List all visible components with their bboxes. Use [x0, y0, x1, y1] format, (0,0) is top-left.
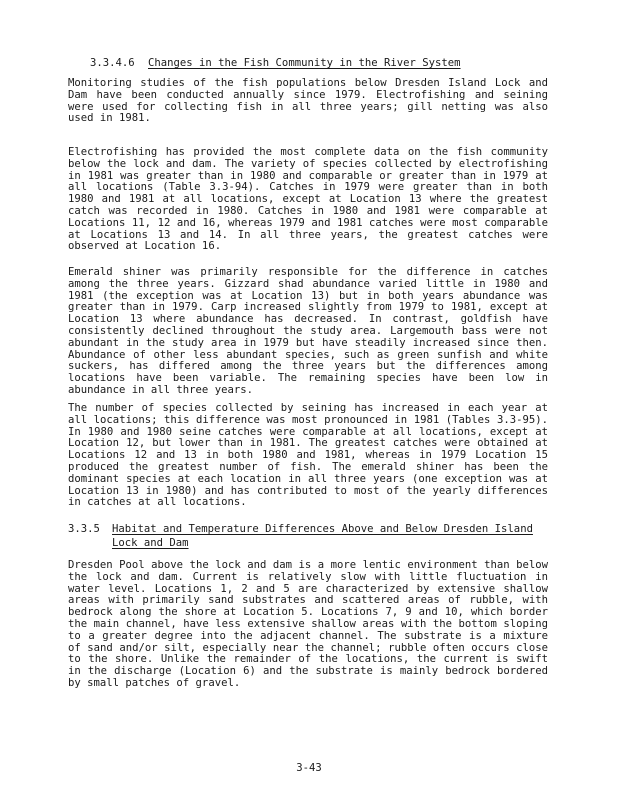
section-number: 3.3.4.6: [90, 57, 135, 69]
section-heading-335-line-2: [112, 536, 189, 550]
section-title-line-2: Lock and Dam: [112, 537, 189, 549]
paragraph-dresden-pool: Dresden Pool above the lock and dam is a more lentic environment than below the lock and dam. Current is relatively slow with little fluctuation in water level. Locations 1, 2 and 5 are characterized by extensive shallow areas with primarily sand substrates and scattered areas of rubble, with bedrock along the shore at Location 5. Locations 7, 9 and 10, which border the main channel, have less extensive shallow areas with the bottom sloping to a greater degree into the adjacent channel. The substrate is a mixture of sand and/or silt, especially near the channel; rubble often occurs close to the shore. Unlike the remainder of the locations, the current is swift in the discharge (Location 6) and the substrate is mainly bedrock bordered by small patches of gravel.: [68, 559, 548, 689]
section-title: Changes in the Fish Community in the River System: [148, 57, 461, 69]
section-heading-335: [68, 522, 533, 536]
paragraph-seining: The number of species collected by seining has increased in each year at all locations; this difference was most pronounced in 1981 (Tables 3.3-95). In 1980 and 1980 seine catches were comparable at all locations, except at Location 12, but lower than in 1981. The greatest catches were obtained at Locations 12 and 13 in both 1980 and 1981, whereas in 1979 Location 15 produced the greatest number of fish. The emerald shiner has been the dominant species at each location in all three years (one exception was at Location 13 in 1980) and has contributed to most of the yearly differences in catches at all locations.: [68, 402, 548, 509]
paragraph-monitoring: Monitoring studies of the fish populations below Dresden Island Lock and Dam have been conducted annually since 1979. Electrofishing and seining were used for collecting fish in all three years; gill netting was also used in 1981.: [68, 77, 548, 125]
section-heading-3346: [90, 56, 461, 70]
paragraph-electrofishing: Electrofishing has provided the most complete data on the fish community below the lock and dam. The variety of species collected by electrofishing in 1981 was greater than in 1980 and comparable or greater than in 1979 at all locations (Table 3.3-94). Catches in 1979 were greater than in both 1980 and 1981 at all locations, except at Location 13 where the greatest catch was recorded in 1980. Catches in 1980 and 1981 were comparable at Locations 11, 12 and 16, whereas 1979 and 1981 catches were most comparable at Locations 13 and 14. In all three years, the greatest catches were observed at Location 16.: [68, 146, 548, 253]
page-number: 3-43: [296, 762, 322, 774]
section-number: 3.3.5: [68, 523, 100, 535]
paragraph-emerald-shiner: Emerald shiner was primarily responsible for the difference in catches among the three years. Gizzard shad abundance varied little in 1980 and 1981 (the exception was at Location 13) but in both years abundance was greater than in 1979. Carp increased slightly from 1979 to 1981, except at Location 13 where abundance has decreased. In contrast, goldfish have consistently declined throughout the study area. Largemouth bass were not abundant in the study area in 1979 but have steadily increased since then. Abundance of other less abundant species, such as green sunfish and white suckers, has differed among the three years but the differences among locations have been variable. The remaining species have been low in abundance in all three years.: [68, 266, 548, 396]
section-title-line-1: Habitat and Temperature Differences Above and Below Dresden Island: [112, 523, 533, 535]
